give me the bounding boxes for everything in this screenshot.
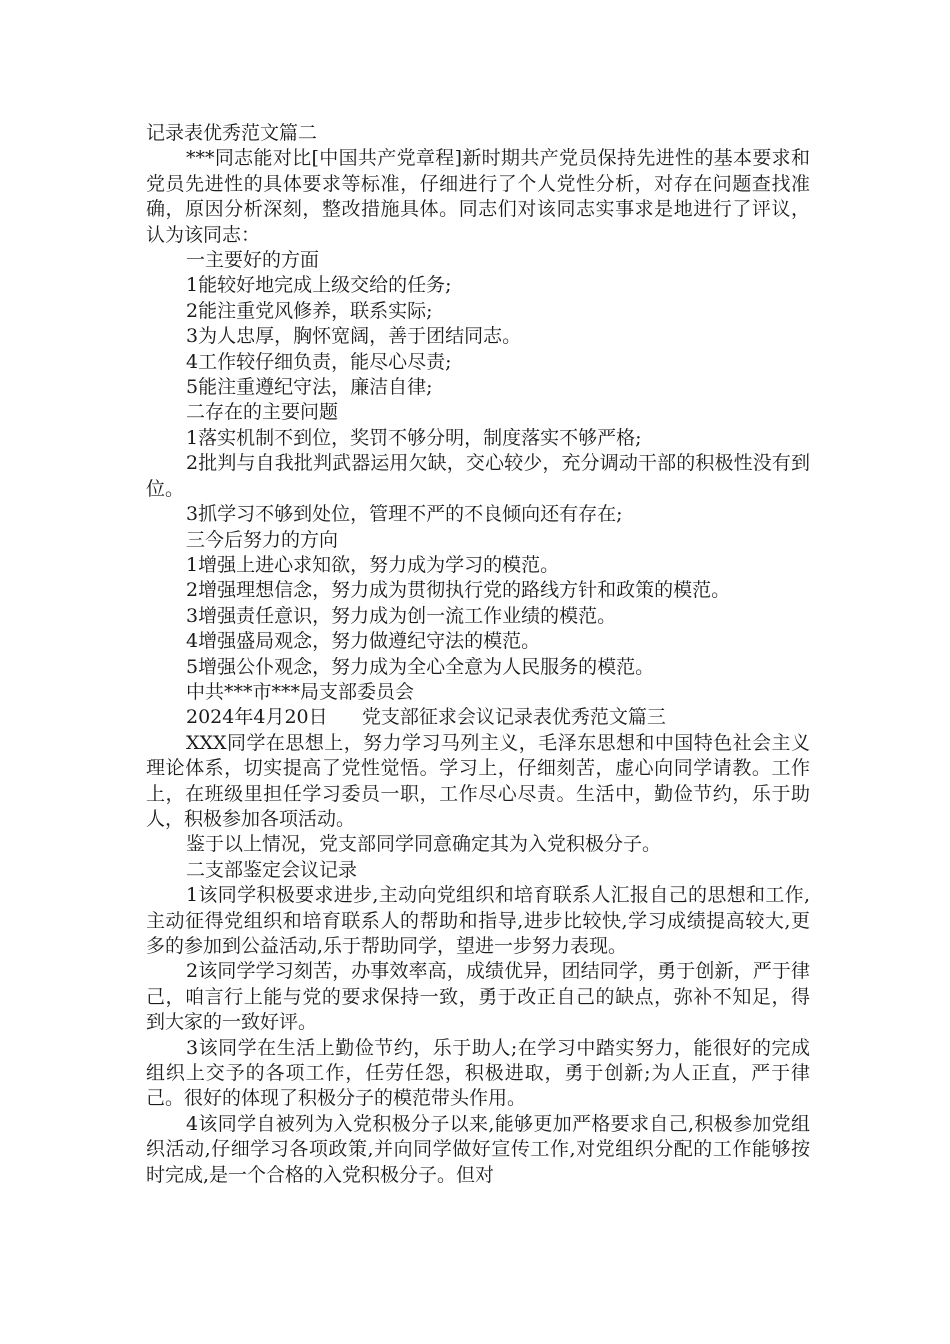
paragraph: 1能较好地完成上级交给的任务;	[186, 274, 452, 297]
document-page	[146, 121, 810, 1188]
paragraph: 三今后努力的方向	[186, 528, 339, 551]
paragraph: 5能注重遵纪守法，廉洁自律;	[186, 376, 433, 399]
document-body-part-1	[146, 121, 810, 705]
paragraph: 鉴于以上情况，党支部同学同意确定其为入党积极分子。	[186, 833, 662, 856]
paragraph: 1落实机制不到位，奖罚不够分明，制度落实不够严格;	[186, 426, 642, 449]
paragraph: 2该同学学习刻苦，办事效率高，成绩优异，团结同学，勇于创新，严于律己，咱言行上能与党的要求保持一致，勇于改正自己的缺点，弥补不知足，得到大家的一致好评。	[146, 960, 810, 1034]
date-and-section-title	[146, 705, 810, 730]
paragraph: 3抓学习不够到处位，管理不严的不良倾向还有存在;	[186, 503, 623, 526]
document-body-part-2	[146, 731, 810, 1188]
paragraph: XXX同学在思想上，努力学习马列主义，毛泽东思想和中国特色社会主义理论体系，切实提高了党性觉悟。学习上，仔细刻苦，虚心向同学请教。工作上，在班级里担任学习委员一职，工作尽心尽责。生活中，勤俭节约，乐于助人，积极参加各项活动。	[146, 731, 810, 830]
section-title-3: 党支部征求会议记录表优秀范文篇三	[361, 706, 666, 729]
paragraph: 4工作较仔细负责，能尽心尽责;	[186, 350, 452, 373]
paragraph: 1增强上进心求知欲，努力成为学习的模范。	[186, 553, 560, 576]
paragraph: 二支部鉴定会议记录	[186, 858, 358, 881]
paragraph: 二存在的主要问题	[186, 401, 339, 424]
paragraph: 记录表优秀范文篇二	[146, 122, 318, 144]
paragraph: 5增强公仆观念，努力成为全心全意为人民服务的模范。	[186, 655, 655, 678]
paragraph: 2批判与自我批判武器运用欠缺，交心较少，充分调动干部的积极性没有到位。	[146, 452, 810, 500]
paragraph: 4该同学自被列为入党积极分子以来,能够更加严格要求自己,积极参加党组织活动,仔细学习各项政策,并向同学做好宣传工作,对党组织分配的工作能够按时完成,是一个合格的入党积极分子。但对	[146, 1112, 810, 1186]
paragraph: 2能注重党风修养，联系实际;	[186, 299, 433, 322]
paragraph: 1该同学积极要求进步,主动向党组织和培育联系人汇报自己的思想和工作,主动征得党组织和培育联系人的帮助和指导,进步比较快,学习成绩提高较大,更多的参加到公益活动,乐于帮助同学，望进一步努力表现。	[146, 884, 810, 957]
paragraph: 3该同学在生活上勤俭节约，乐于助人;在学习中踏实努力，能很好的完成组织上交予的各项工作，任劳任怨，积极进取，勇于创新;为人正直，严于律己。很好的体现了积极分子的模范带头作用。	[146, 1036, 810, 1110]
paragraph: ***同志能对比[中国共产党章程]新时期共产党员保持先进性的基本要求和党员先进性的具体要求等标准，仔细进行了个人党性分析，对存在问题查找准确，原因分析深刻，整改措施具体。同志们对该同志实事求是地进行了评议，认为该同志：	[146, 147, 810, 246]
paragraph: 中共***市***局支部委员会	[186, 680, 415, 703]
paragraph: 3增强责任意识，努力成为创一流工作业绩的模范。	[186, 604, 617, 627]
paragraph: 4增强盛局观念，努力做遵纪守法的模范。	[186, 630, 541, 653]
document-date: 2024年4月20日	[186, 706, 328, 729]
paragraph: 2增强理想信念，努力成为贯彻执行党的路线方针和政策的模范。	[186, 579, 731, 602]
paragraph: 一主要好的方面	[186, 249, 320, 272]
paragraph: 3为人忠厚，胸怀宽阔，善于团结同志。	[186, 325, 522, 348]
